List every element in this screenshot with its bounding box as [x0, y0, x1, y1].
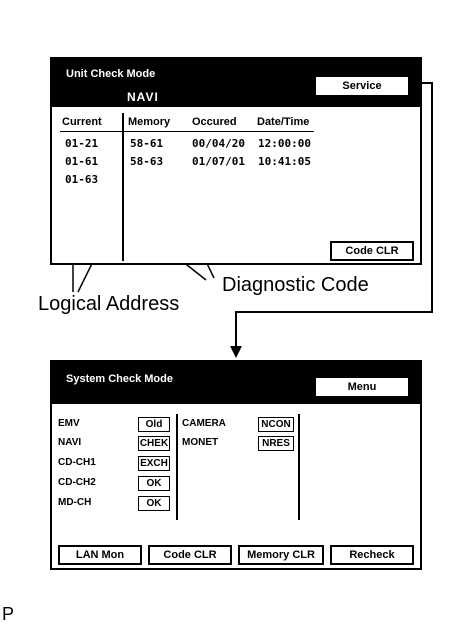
down-arrow-head: [230, 346, 242, 358]
device-label: MD-CH: [58, 497, 92, 508]
system-check-screen: [50, 360, 422, 570]
lan-mon-button[interactable]: LAN Mon: [58, 545, 142, 565]
code-clr-button[interactable]: Code CLR: [148, 545, 232, 565]
unit-check-screen: [50, 57, 422, 265]
header-divider: [60, 131, 314, 132]
memory-clr-button[interactable]: Memory CLR: [238, 545, 324, 565]
logical-address-label: Logical Address: [38, 293, 180, 315]
occured-date: 01/07/01: [192, 155, 245, 168]
current-code: 01-61: [65, 155, 99, 168]
footer-letter: P: [2, 604, 15, 624]
device-status: OK: [138, 496, 170, 511]
device-label: CD-CH2: [58, 477, 96, 488]
list-divider-left: [176, 414, 178, 520]
unit-check-title: Unit Check Mode: [66, 68, 156, 80]
list-divider-right: [298, 414, 300, 520]
device-status: Old: [138, 417, 170, 432]
device-label: NAVI: [58, 437, 82, 448]
device-status: NRES: [258, 436, 294, 451]
system-check-title: System Check Mode: [66, 373, 173, 385]
device-label: CD-CH1: [58, 457, 96, 468]
col-header-occured: Occured: [192, 116, 237, 128]
menu-button[interactable]: Menu: [316, 378, 408, 396]
device-status: OK: [138, 476, 170, 491]
device-label: CAMERA: [182, 418, 226, 429]
device-status: NCON: [258, 417, 294, 432]
device-label: MONET: [182, 437, 219, 448]
time-value: 12:00:00: [258, 137, 311, 150]
device-status: EXCH: [138, 456, 170, 471]
device-label: EMV: [58, 418, 80, 429]
diagnostic-code-label: Diagnostic Code: [222, 274, 369, 296]
device-status: CHEK: [139, 438, 169, 449]
col-header-memory: Memory: [128, 116, 171, 128]
unit-check-header: [52, 59, 420, 107]
code-clr-button[interactable]: Code CLR: [330, 241, 414, 261]
service-button[interactable]: Service: [316, 77, 408, 95]
col-header-current: Current: [62, 116, 102, 128]
occured-date: 00/04/20: [192, 137, 245, 150]
system-check-header: [52, 362, 420, 404]
current-code: 01-21: [65, 137, 99, 150]
unit-check-subtitle: NAVI: [127, 90, 159, 104]
memory-code: 58-61: [130, 137, 164, 150]
current-code: 01-63: [65, 173, 99, 186]
recheck-button[interactable]: Recheck: [330, 545, 414, 565]
memory-code: 58-63: [130, 155, 164, 168]
column-divider: [122, 113, 124, 261]
col-header-datetime: Date/Time: [257, 116, 310, 128]
time-value: 10:41:05: [258, 155, 311, 168]
